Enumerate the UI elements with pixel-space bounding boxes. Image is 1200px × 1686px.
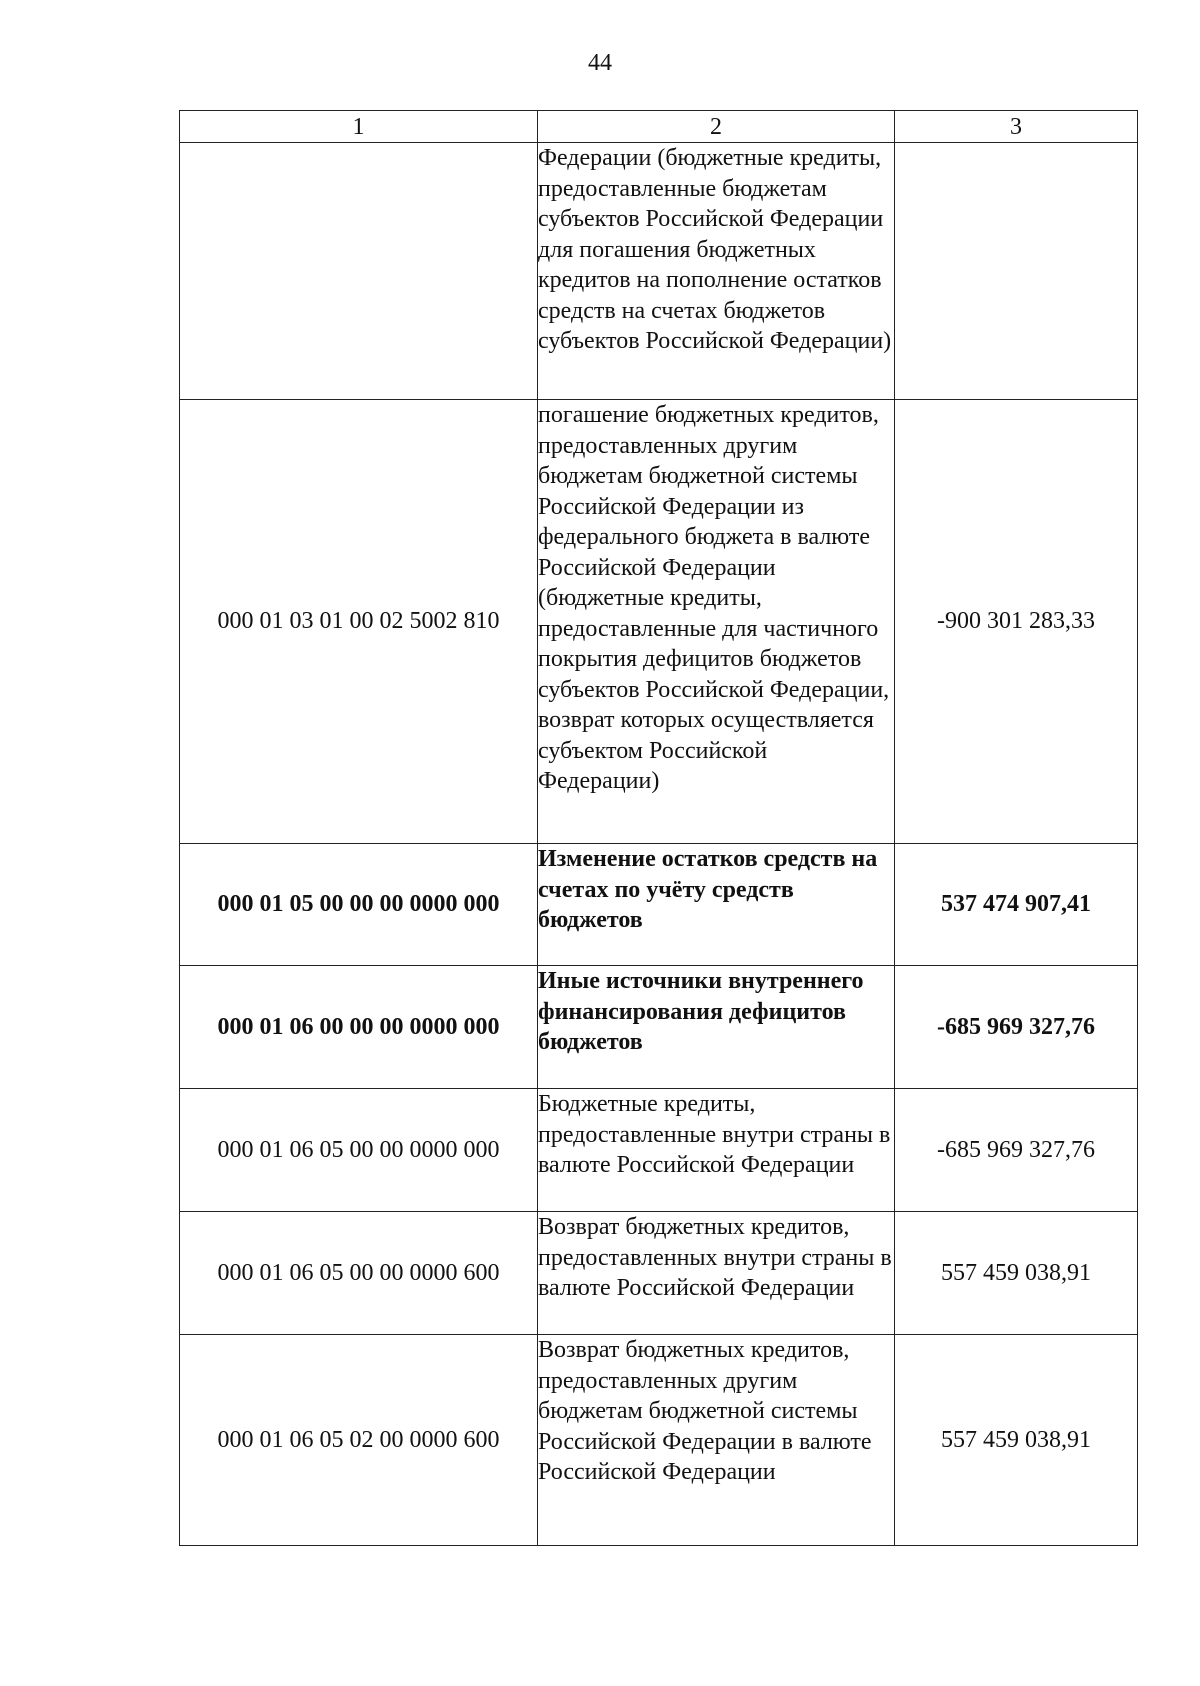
table-row <box>180 400 1138 844</box>
row-code-cell <box>180 143 538 400</box>
column-header-amount: 3 <box>895 111 1138 143</box>
budget-sources-table <box>179 110 1138 1546</box>
column-header-code: 1 <box>180 111 538 143</box>
page-number: 44 <box>588 50 612 76</box>
column-header-description: 2 <box>538 111 895 143</box>
row-amount-cell: 537 474 907,41 <box>895 844 1138 966</box>
row-description-cell: Возврат бюджетных кредитов, предоставленных внутри страны в валюте Российской Федерации <box>538 1212 895 1335</box>
row-amount-cell <box>895 143 1138 400</box>
row-amount-cell: 557 459 038,91 <box>895 1212 1138 1335</box>
row-description-cell: Изменение остатков средств на счетах по учёту средств бюджетов <box>538 844 895 966</box>
row-code-cell: 000 01 06 05 00 00 0000 000 <box>180 1089 538 1212</box>
row-amount-cell: -900 301 283,33 <box>895 400 1138 844</box>
table-row <box>180 966 1138 1089</box>
row-code-cell: 000 01 06 05 00 00 0000 600 <box>180 1212 538 1335</box>
row-description-cell: Возврат бюджетных кредитов, предоставленных другим бюджетам бюджетной системы Российской Федерации в валюте Российской Федерации <box>538 1335 895 1546</box>
row-description-cell: Бюджетные кредиты, предоставленные внутри страны в валюте Российской Федерации <box>538 1089 895 1212</box>
row-amount-cell: 557 459 038,91 <box>895 1335 1138 1546</box>
row-description-cell: Федерации (бюджетные кредиты, предоставленные бюджетам субъектов Российской Федерации для погашения бюджетных кредитов на пополнение остатков средств на счетах бюджетов субъектов Российской Федерации) <box>538 143 895 400</box>
table-row <box>180 1212 1138 1335</box>
row-code-cell: 000 01 06 05 02 00 0000 600 <box>180 1335 538 1546</box>
table-header <box>180 111 1138 143</box>
row-code-cell: 000 01 03 01 00 02 5002 810 <box>180 400 538 844</box>
row-code-cell: 000 01 05 00 00 00 0000 000 <box>180 844 538 966</box>
row-description-cell: погашение бюджетных кредитов, предоставленных другим бюджетам бюджетной системы Российской Федерации из федерального бюджета в валюте Российской Федерации (бюджетные кредиты, предоставленные для частичного покрытия дефицитов бюджетов субъектов Российской Федерации, возврат которых осуществляется субъектом Российской Федерации) <box>538 400 895 844</box>
row-amount-cell: -685 969 327,76 <box>895 1089 1138 1212</box>
table-body <box>180 143 1138 1546</box>
row-code-cell: 000 01 06 00 00 00 0000 000 <box>180 966 538 1089</box>
table-row <box>180 143 1138 400</box>
row-amount-cell: -685 969 327,76 <box>895 966 1138 1089</box>
header-row <box>180 111 1138 143</box>
table-row <box>180 1335 1138 1546</box>
table-row <box>180 1089 1138 1212</box>
row-description-cell: Иные источники внутреннего финансирования дефицитов бюджетов <box>538 966 895 1089</box>
table-row <box>180 844 1138 966</box>
